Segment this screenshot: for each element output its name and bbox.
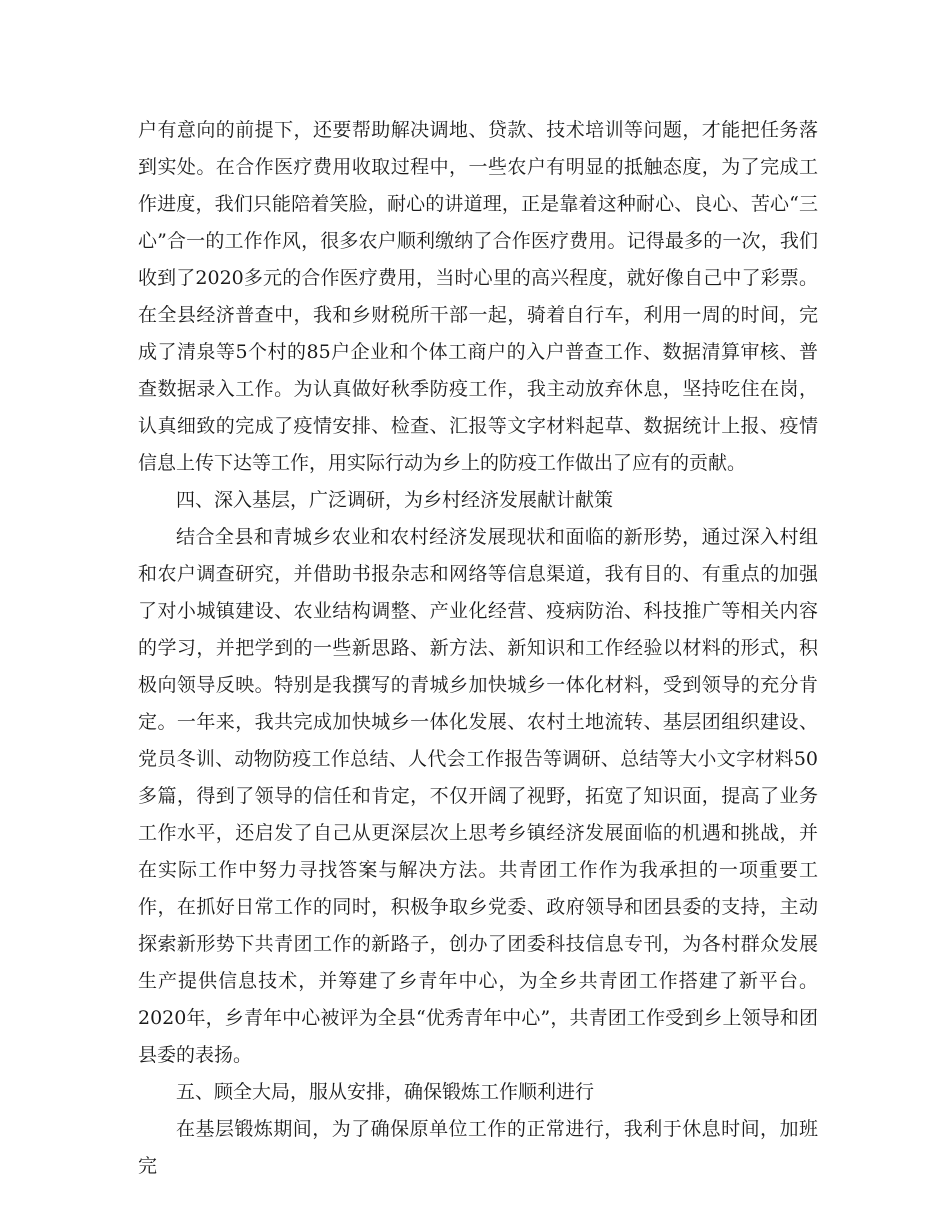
section-heading-four: 四、深入基层，广泛调研，为乡村经济发展献计献策 bbox=[176, 489, 614, 511]
paragraph-continuation: 户有意向的前提下，还要帮助解决调地、贷款、技术培训等问题，才能把任务落到实处。在合作医疗费用收取过程中，一些农户有明显的抵触态度，为了完成工作进度，我们只能陪着笑脸，耐心的讲道理，正是靠着这种耐心、良心、苦心“三心”合一的工作作风，很多农户顺利缴纳了合作医疗费用。记得最多的一次，我们收到了2020多元的合作医疗费用，当时心里的高兴程度，就好像自己中了彩票。在全县经济普查中，我和乡财税所干部一起，骑着自行车，利用一周的时间，完成了清泉等5个村的85户企业和个体工商户的入户普查工作、数据清算审核、普查数据录入工作。为认真做好秋季防疫工作，我主动放弃休息，坚持吃住在岗，认真细致的完成了疫情安排、检查、汇报等文字材料起草、数据统计上报、疫情信息上传下达等工作，用实际行动为乡上的防疫工作做出了应有的贡献。 bbox=[138, 119, 818, 474]
paragraph-research: 结合全县和青城乡农业和农村经济发展现状和面临的新形势，通过深入村组和农户调查研究，并借助书报杂志和网络等信息渠道，我有目的、有重点的加强了对小城镇建设、农业结构调整、产业化经营、疫病防治、科技推广等相关内容的学习，并把学到的一些新思路、新方法、新知识和工作经验以材料的形式，积极向领导反映。特别是我撰写的青城乡加快城乡一体化材料，受到领导的充分肯定。一年来，我共完成加快城乡一体化发展、农村土地流转、基层团组织建设、党员冬训、动物防疫工作总结、人代会工作报告等调研、总结等大小文字材料50多篇，得到了领导的信任和肯定，不仅开阔了视野，拓宽了知识面，提高了业务工作水平，还启发了自己从更深层次上思考乡镇经济发展面临的机遇和挑战，并在实际工作中努力寻找答案与解决方法。共青团工作作为我承担的一项重要工作，在抓好日常工作的同时，积极争取乡党委、政府领导和团县委的支持，主动探索新形势下共青团工作的新路子，创办了团委科技信息专刊，为各村群众发展生产提供信息技术，并筹建了乡青年中心，为全乡共青团工作搭建了新平台。2020年，乡青年中心被评为全县“优秀青年中心”，共青团工作受到乡上领导和团县委的表扬。 bbox=[138, 526, 818, 1066]
document-body bbox=[138, 112, 818, 1185]
section-heading-five: 五、顾全大局，服从安排，确保锻炼工作顺利进行 bbox=[176, 1081, 595, 1103]
paragraph-training: 在基层锻炼期间，为了确保原单位工作的正常进行，我利于休息时间，加班完 bbox=[138, 1118, 818, 1177]
